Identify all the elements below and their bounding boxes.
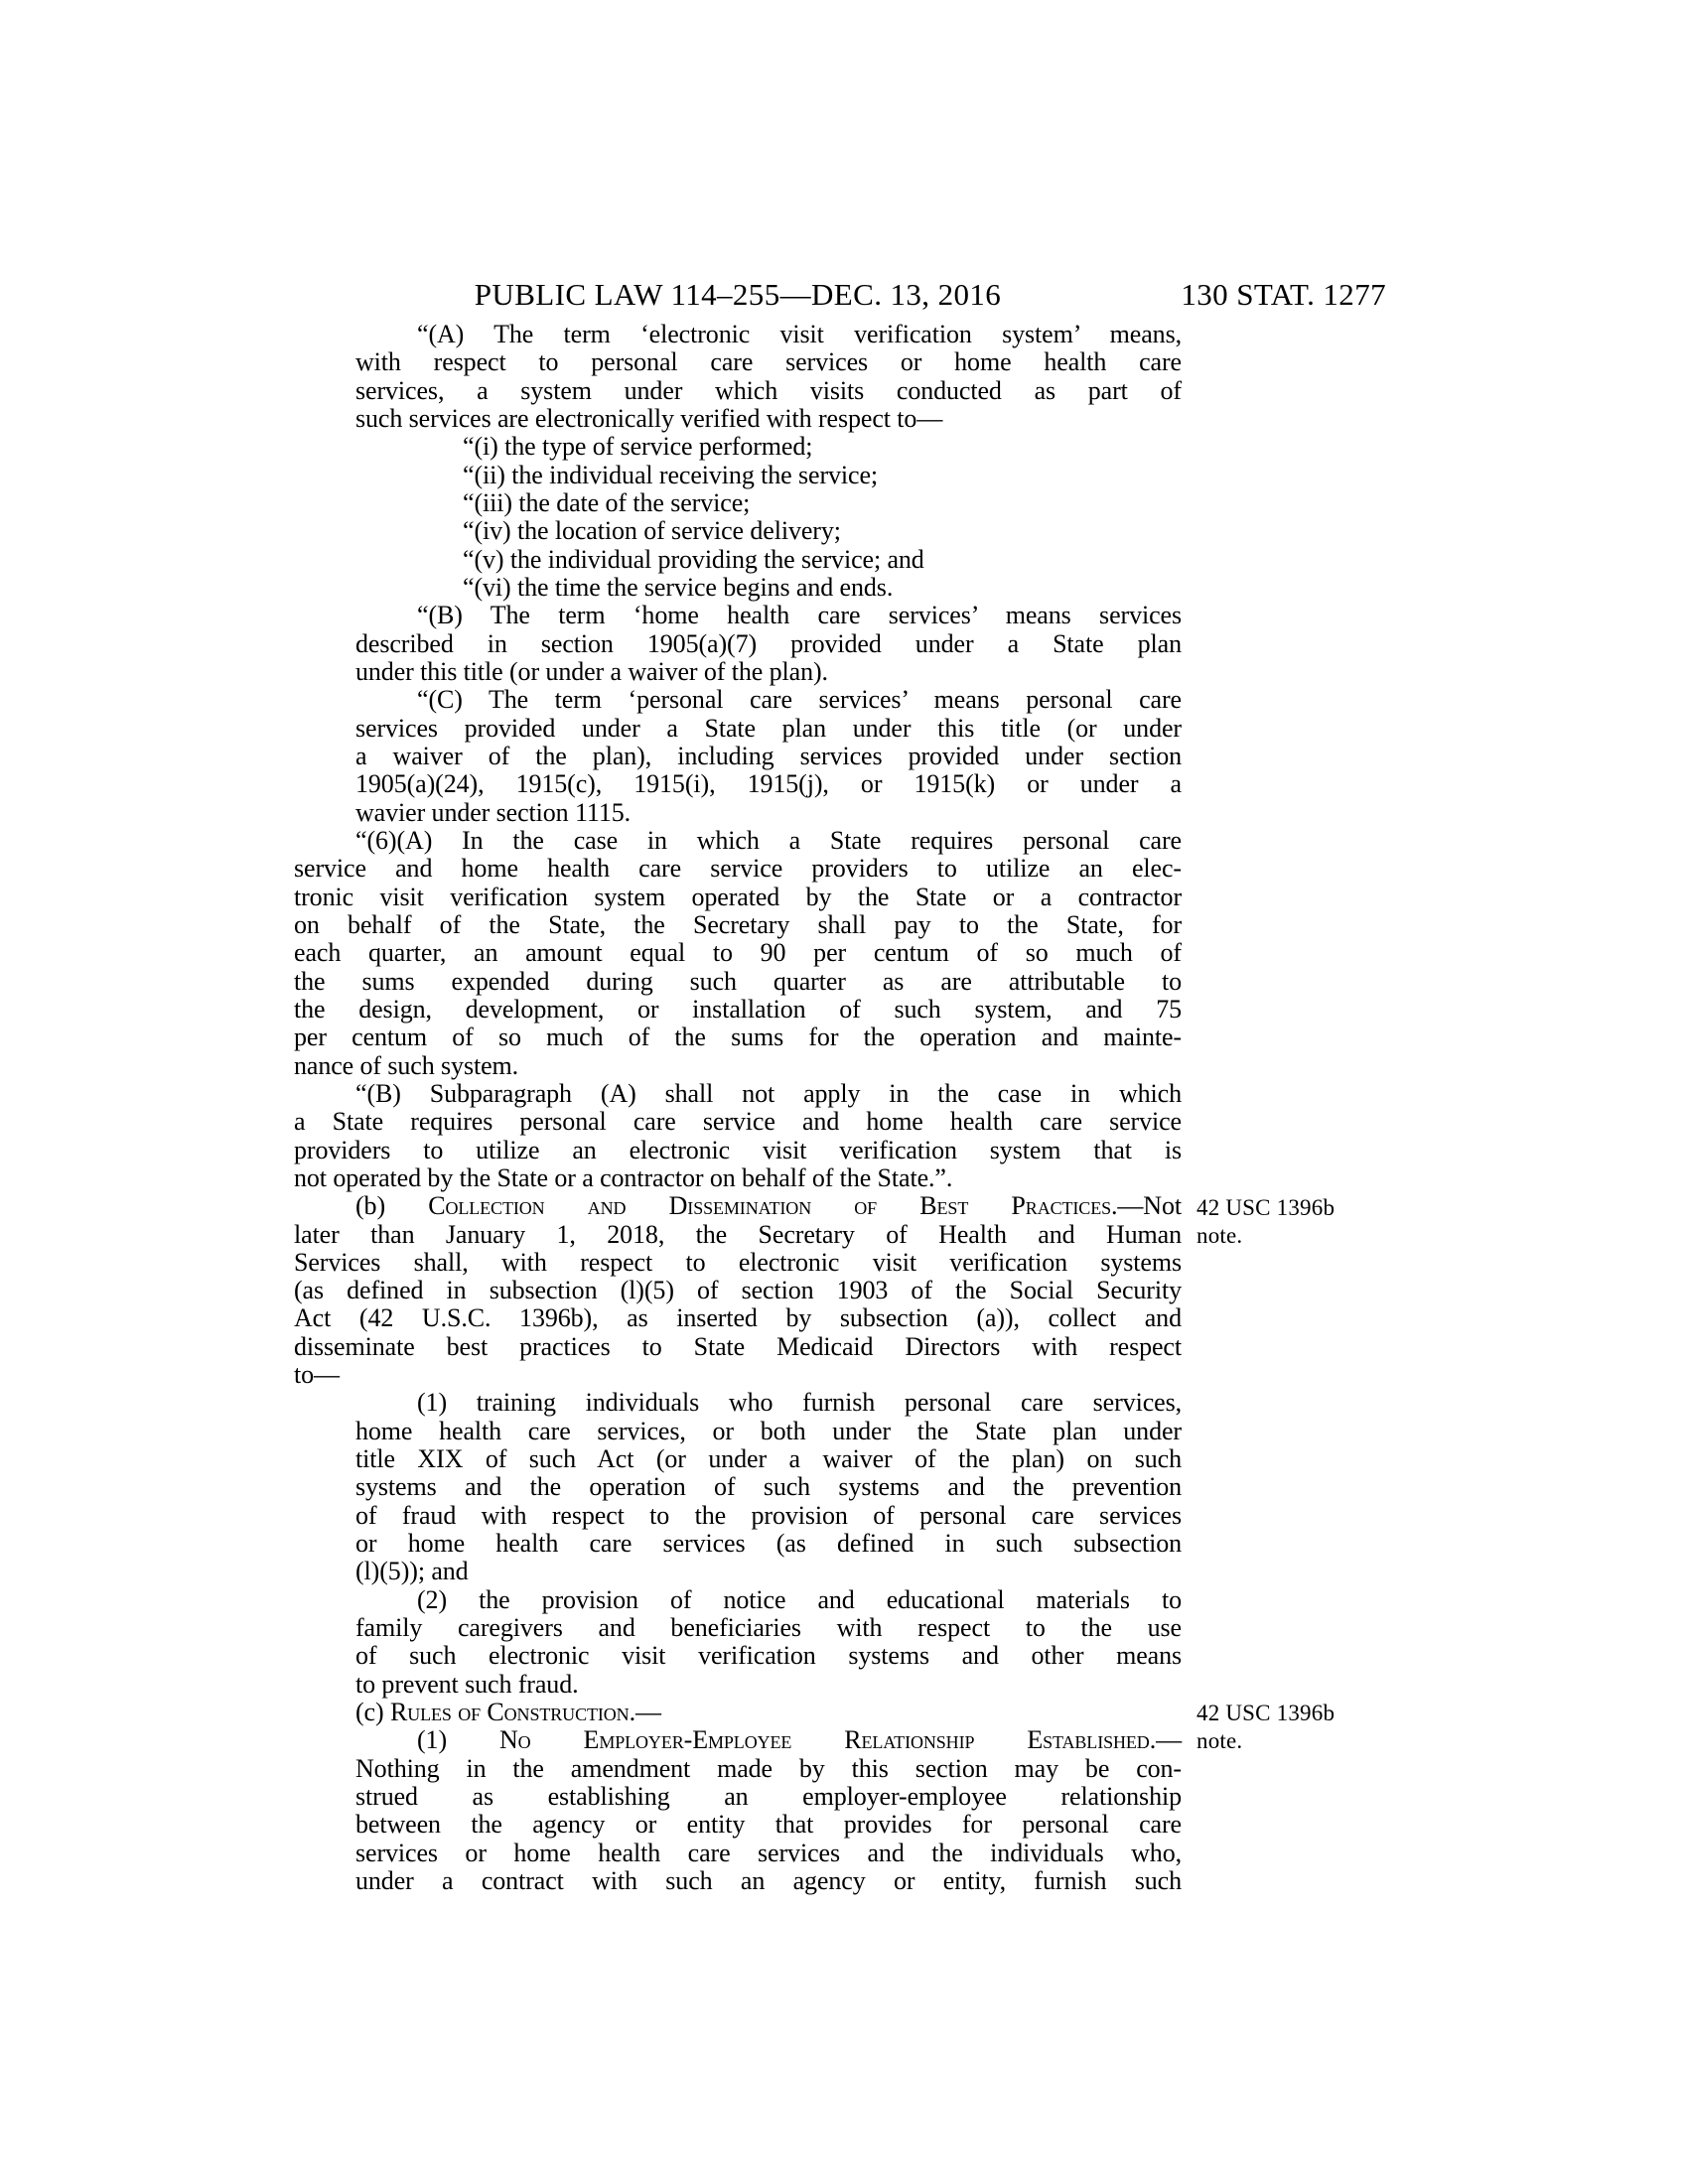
- text-line: strued as establishing an employer-employee relationship: [355, 1782, 1182, 1812]
- text-line: to—: [294, 1360, 340, 1390]
- text-line: each quarter, an amount equal to 90 per centum of so much of: [294, 938, 1182, 968]
- text-line: per centum of so much of the sums for the operation and mainte-: [294, 1023, 1182, 1052]
- running-header-law-title: PUBLIC LAW 114–255—DEC. 13, 2016: [474, 277, 1002, 312]
- margin-note-citation: 42 USC 1396b: [1196, 1195, 1336, 1220]
- text-line: between the agency or entity that provides for personal care: [355, 1810, 1182, 1840]
- text-line: “(A) The term ‘electronic visit verification system’ means,: [417, 320, 1182, 348]
- para-quoted-6B: [294, 1080, 1182, 1192]
- text-line: services provided under a State plan under this title (or under: [355, 713, 1182, 743]
- clause-v: [463, 546, 1182, 574]
- para-b-1: [355, 1389, 1182, 1585]
- text-line: disseminate best practices to State Medicaid Directors with respect: [294, 1331, 1182, 1361]
- clause-i: [463, 433, 1182, 461]
- clause-ii: [463, 462, 1182, 489]
- text-line: “(iii) the date of the service;: [463, 487, 751, 517]
- text-line: “(C) The term ‘personal care services’ means personal care: [417, 685, 1182, 715]
- text-line: service and home health care service providers to utilize an elec-: [294, 854, 1182, 884]
- para-b-2: [355, 1586, 1182, 1699]
- text-line: under a contract with such an agency or entity, furnish such: [355, 1866, 1182, 1896]
- document-body: [294, 321, 1182, 1895]
- text-line: “(B) The term ‘home health care services’ means services: [417, 601, 1182, 630]
- text-segment: (b): [355, 1191, 429, 1221]
- text-line: with respect to personal care services or home health care: [355, 347, 1182, 377]
- margin-note-note-word: note.: [1196, 1728, 1243, 1753]
- margin-note-citation: 42 USC 1396b: [1196, 1701, 1336, 1725]
- text-line: wavier under section 1115.: [355, 797, 632, 827]
- small-caps-heading: Rules of Construction.—: [389, 1698, 661, 1727]
- text-line: 1905(a)(24), 1915(c), 1915(i), 1915(j), or 1915(k) or under a: [355, 769, 1182, 799]
- text-segment: (c): [355, 1698, 390, 1727]
- text-line: on behalf of the State, the Secretary shall pay to the State, for: [294, 909, 1182, 939]
- text-line: the design, development, or installation of such system, and 75: [294, 994, 1182, 1024]
- para-subsec-c: [294, 1699, 1182, 1726]
- clause-iv: [463, 517, 1182, 545]
- text-line: [294, 1699, 1182, 1726]
- text-line: the sums expended during such quarter as are attributable to: [294, 966, 1182, 996]
- margin-note-note-word: note.: [1196, 1223, 1243, 1248]
- text-line: Act (42 U.S.C. 1396b), as inserted by subsection (a)), collect and: [294, 1303, 1182, 1333]
- text-line: (as defined in subsection (l)(5) of section 1903 of the Social Security: [294, 1276, 1182, 1305]
- text-line: of fraud with respect to the provision of personal care services: [355, 1500, 1182, 1530]
- text-line: later than January 1, 2018, the Secretary of Health and Human: [294, 1219, 1182, 1249]
- para-quoted-subpara-B: [355, 602, 1182, 686]
- text-line: [355, 1726, 1182, 1754]
- small-caps-heading: No Employer-Employee Relationship Established.—: [499, 1725, 1182, 1755]
- margin-note-usc-1: [1196, 1194, 1385, 1250]
- text-line: “(6)(A) In the case in which a State requires personal care: [355, 825, 1182, 855]
- text-line: of such electronic visit verification systems and other means: [355, 1641, 1182, 1671]
- text-line: home health care services, or both under the State plan under: [355, 1416, 1182, 1445]
- clause-vi: [463, 574, 1182, 602]
- text-line: under this title (or under a waiver of the plan).: [355, 656, 828, 686]
- text-segment: Not: [1143, 1191, 1182, 1221]
- text-line: (l)(5)); and: [355, 1557, 469, 1586]
- text-line: “(B) Subparagraph (A) shall not apply in the case in which: [355, 1078, 1182, 1108]
- running-header-stat-page: 130 STAT. 1277: [1181, 277, 1386, 312]
- text-line: “(i) the type of service performed;: [463, 432, 813, 462]
- text-line: Nothing in the amendment made by this section may be con-: [355, 1753, 1182, 1783]
- para-quoted-subpara-A: [355, 321, 1182, 433]
- text-line: “(iv) the location of service delivery;: [463, 516, 841, 546]
- text-line: systems and the operation of such systems and the prevention: [355, 1472, 1182, 1502]
- text-segment: (1): [417, 1725, 499, 1755]
- text-line: a State requires personal care service and home health care service: [294, 1107, 1182, 1137]
- text-line: services or home health care services and the individuals who,: [355, 1838, 1182, 1867]
- text-line: not operated by the State or a contractor on behalf of the State.”.: [294, 1162, 953, 1192]
- text-line: services, a system under which visits conducted as part of: [355, 375, 1182, 405]
- margin-note-usc-2: [1196, 1700, 1385, 1755]
- text-line: [294, 1192, 1182, 1220]
- clause-iii: [463, 489, 1182, 517]
- text-line: “(ii) the individual receiving the service;: [463, 460, 879, 489]
- text-line: tronic visit verification system operated by the State or a contractor: [294, 882, 1182, 911]
- text-line: “(vi) the time the service begins and ends.: [463, 572, 894, 602]
- para-c-1: [355, 1726, 1182, 1895]
- text-line: or home health care services (as defined in such subsection: [355, 1529, 1182, 1559]
- text-line: Services shall, with respect to electronic visit verification systems: [294, 1247, 1182, 1277]
- para-subsec-b: [294, 1192, 1182, 1389]
- text-line: such services are electronically verified with respect to—: [355, 403, 943, 433]
- text-line: family caregivers and beneficiaries with respect to the use: [355, 1613, 1182, 1643]
- text-line: title XIX of such Act (or under a waiver of the plan) on such: [355, 1444, 1182, 1474]
- text-line: described in section 1905(a)(7) provided under a State plan: [355, 628, 1182, 658]
- text-line: nance of such system.: [294, 1050, 519, 1080]
- text-line: providers to utilize an electronic visit verification system that is: [294, 1135, 1182, 1164]
- text-line: (2) the provision of notice and educational materials to: [417, 1584, 1182, 1614]
- text-line: to prevent such fraud.: [355, 1669, 579, 1699]
- text-line: a waiver of the plan), including services provided under section: [355, 741, 1182, 770]
- para-quoted-subpara-C: [355, 686, 1182, 827]
- para-quoted-6A: [294, 827, 1182, 1080]
- text-line: (1) training individuals who furnish personal care services,: [417, 1388, 1182, 1418]
- small-caps-heading: Collection and Dissemination of Best Practices.—: [428, 1191, 1144, 1221]
- text-line: “(v) the individual providing the service; and: [463, 544, 924, 574]
